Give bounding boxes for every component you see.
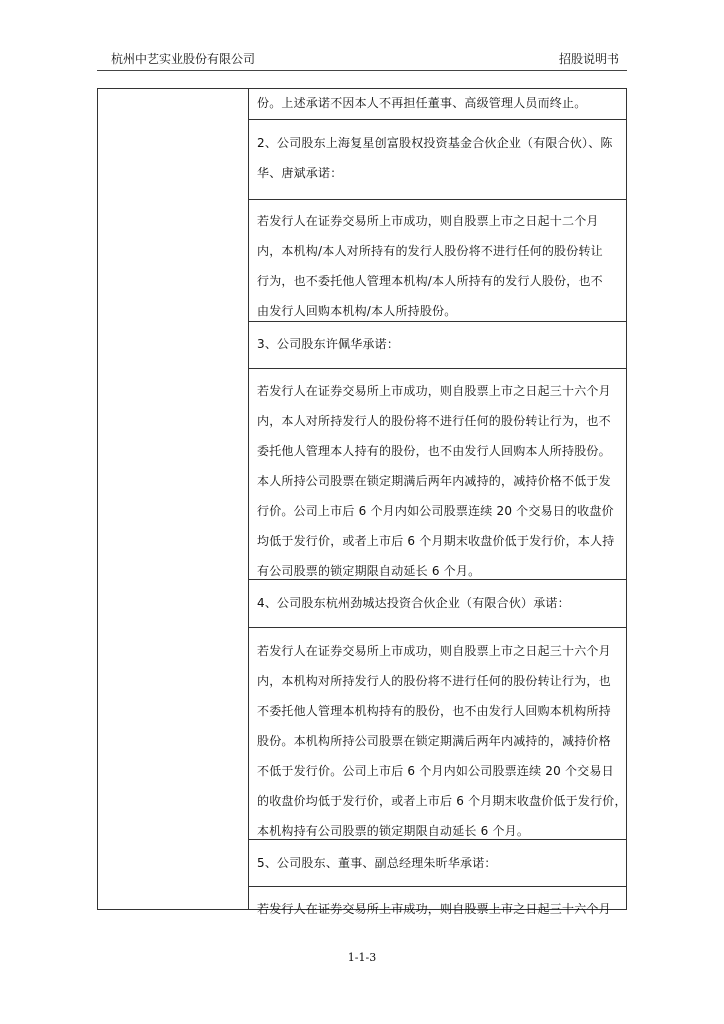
- row-separator: [248, 321, 627, 322]
- page-header: [97, 50, 619, 68]
- paragraph-3-line: 行为，也不委托他人管理本机构/本人所持有的发行人股份，也不: [257, 274, 603, 288]
- paragraph-1-line: 份。上述承诺不因本人不再担任董事、高级管理人员而终止。: [257, 96, 587, 110]
- paragraph-7-line: 股份。本机构所持公司股票在锁定期满后两年内减持的，减持价格: [257, 734, 611, 748]
- column-divider: [248, 89, 249, 909]
- company-name: 杭州中艺实业股份有限公司: [111, 52, 256, 66]
- paragraph-5-line: 行价。公司上市后 6 个月内如公司股票连续 20 个交易日的收盘价: [257, 504, 614, 518]
- paragraph-5-line: 本人所持公司股票在锁定期满后两年内减持的，减持价格不低于发: [257, 474, 611, 488]
- paragraph-5-line: 若发行人在证券交易所上市成功，则自股票上市之日起三十六个月: [257, 384, 611, 398]
- paragraph-3-line: 若发行人在证券交易所上市成功，则自股票上市之日起十二个月: [257, 214, 599, 228]
- paragraph-6-line: 4、公司股东杭州劲城达投资合伙企业（有限合伙）承诺：: [257, 596, 570, 610]
- paragraph-7-line: 不委托他人管理本机构持有的股份，也不由发行人回购本机构所持: [257, 704, 611, 718]
- paragraph-3-line: 由发行人回购本机构/本人所持股份。: [257, 304, 457, 318]
- paragraph-7-line: 本机构持有公司股票的锁定期限自动延长 6 个月。: [257, 824, 530, 838]
- paragraph-4-line: 3、公司股东许佩华承诺：: [257, 337, 400, 351]
- paragraph-7-line: 的收盘价均低于发行价，或者上市后 6 个月期末收盘价低于发行价，: [257, 794, 627, 808]
- document-type: 招股说明书: [558, 52, 619, 66]
- commitment-table: [97, 88, 627, 916]
- row-separator: [248, 119, 627, 120]
- paragraph-7-line: 内，本机构对所持发行人的股份将不进行任何的股份转让行为，也: [257, 674, 611, 688]
- paragraph-5-line: 委托他人管理本人持有的股份，也不由发行人回购本人所持股份。: [257, 444, 611, 458]
- row-separator: [248, 839, 627, 840]
- row-separator: [248, 368, 627, 369]
- paragraph-8-line: 5、公司股东、董事、副总经理朱昕华承诺：: [257, 856, 497, 870]
- paragraph-9-line: 若发行人在证券交易所上市成功，则自股票上市之日起三十六个月: [257, 902, 611, 916]
- row-separator: [248, 886, 627, 887]
- paragraph-5-line: 内，本人对所持发行人的股份将不进行任何的股份转让行为，也不: [257, 414, 611, 428]
- paragraph-5-line: 均低于发行价，或者上市后 6 个月期末收盘价低于发行价，本人持: [257, 534, 615, 548]
- row-separator: [248, 579, 627, 580]
- paragraph-7-line: 不低于发行价。公司上市后 6 个月内如公司股票连续 20 个交易日: [257, 764, 614, 778]
- paragraph-7-line: 若发行人在证券交易所上市成功，则自股票上市之日起三十六个月: [257, 644, 611, 658]
- row-separator: [248, 199, 627, 200]
- paragraph-3-line: 内，本机构/本人对所持有的发行人股份将不进行任何的股份转让: [257, 244, 603, 258]
- paragraph-5-line: 有公司股票的锁定期限自动延长 6 个月。: [257, 564, 481, 578]
- page-number: 1-1-3: [347, 951, 377, 964]
- paragraph-2-line: 华、唐斌承诺：: [257, 166, 343, 180]
- paragraph-2-line: 2、公司股东上海复星创富股权投资基金合伙企业（有限合伙）、陈: [257, 136, 613, 150]
- row-separator: [248, 627, 627, 628]
- header-rule: [97, 70, 627, 71]
